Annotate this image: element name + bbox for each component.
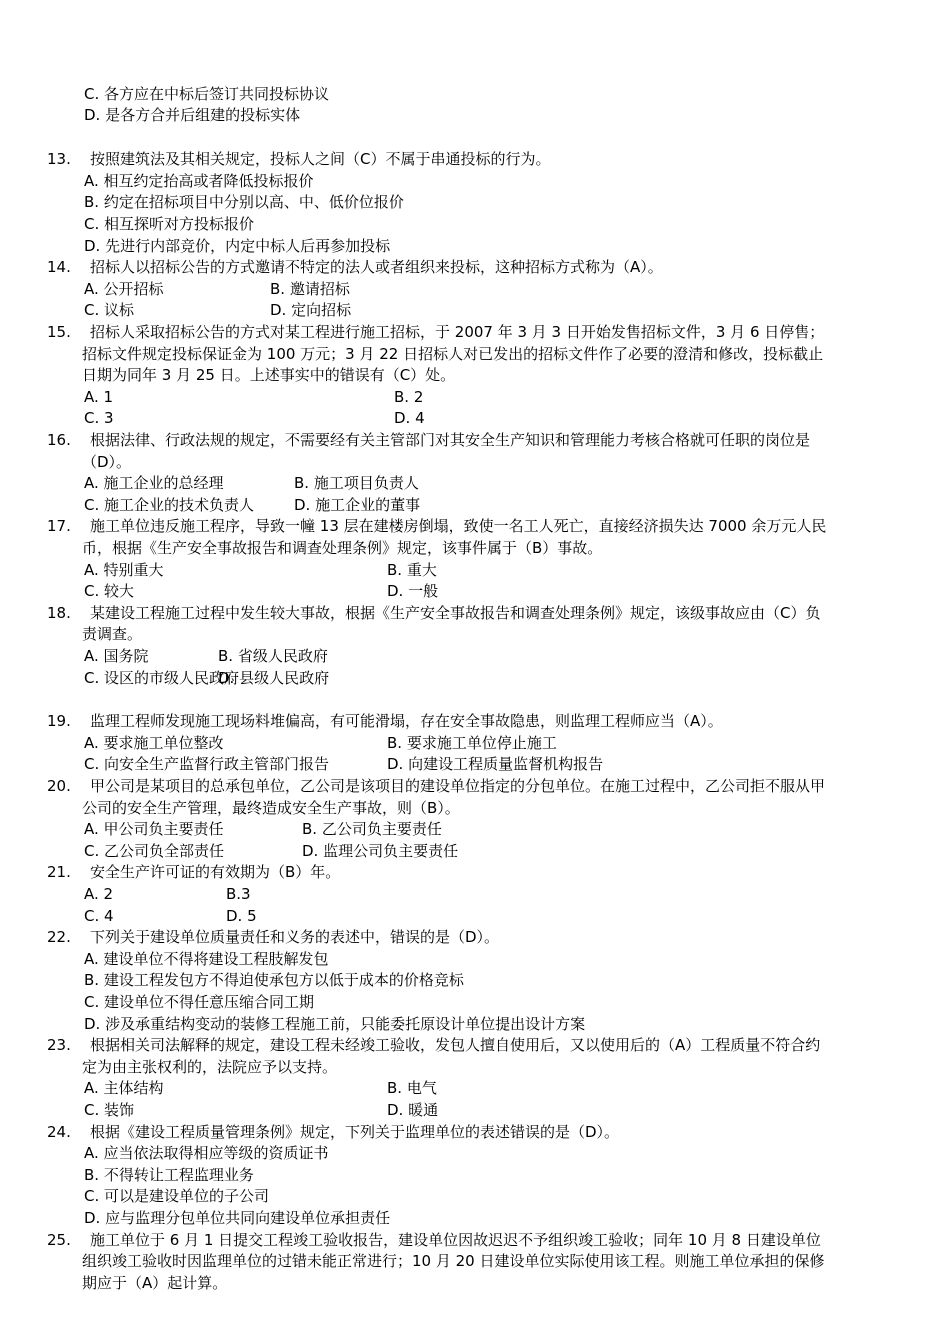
question-number: 13. — [47, 150, 71, 168]
question-number: 18. — [47, 604, 71, 622]
answer-option: B.3 — [226, 885, 251, 903]
question-number: 19. — [47, 712, 71, 730]
answer-option: B. 电气 — [387, 1079, 437, 1097]
question-text: 按照建筑法及其相关规定，投标人之间（C）不属于串通投标的行为。 — [90, 150, 551, 168]
answer-option: A. 特别重大 — [84, 561, 164, 579]
question-number: 15. — [47, 323, 71, 341]
question-text: 日期为同年 3 月 25 日。上述事实中的错误有（C）处。 — [82, 366, 456, 384]
question-number: 23. — [47, 1036, 71, 1054]
answer-option: A. 甲公司负主要责任 — [84, 820, 224, 838]
question-text: 根据法律、行政法规的规定，不需要经有关主管部门对其安全生产知识和管理能力考核合格就可任职的岗位是 — [90, 431, 811, 449]
answer-option: D. 先进行内部竞价，内定中标人后再参加投标 — [84, 237, 391, 255]
answer-option: B. 建设工程发包方不得迫使承包方以低于成本的价格竞标 — [84, 971, 464, 989]
question-text: 组织竣工验收时因监理单位的过错未能正常进行；10 月 20 日建设单位实际使用该工程。则施工单位承担的保修 — [82, 1252, 825, 1270]
answer-option: D. 监理公司负主要责任 — [302, 842, 459, 860]
answer-option: B. 乙公司负主要责任 — [302, 820, 442, 838]
question-text: （D）。 — [82, 453, 132, 471]
question-text: 招标文件规定投标保证金为 100 万元；3 月 22 日招标人对已发出的招标文件作了必要的澄清和修改，投标截止 — [82, 345, 824, 363]
question-number: 21. — [47, 863, 71, 881]
answer-option: B. 邀请招标 — [270, 280, 350, 298]
answer-option: C. 建设单位不得任意压缩合同工期 — [84, 993, 315, 1011]
answer-option: C. 议标 — [84, 301, 135, 319]
answer-option: C. 4 — [84, 907, 114, 925]
answer-option: B. 省级人民政府 — [218, 647, 328, 665]
answer-option: C. 相互探听对方投标报价 — [84, 215, 255, 233]
answer-option: B. 约定在招标项目中分别以高、中、低价位报价 — [84, 193, 404, 211]
answer-option: B. 不得转让工程监理业务 — [84, 1166, 254, 1184]
question-text: 安全生产许可证的有效期为（B）年。 — [90, 863, 341, 881]
answer-option: D. 施工企业的董事 — [294, 496, 421, 514]
answer-option: A. 公开招标 — [84, 280, 164, 298]
answer-option: D. 暖通 — [387, 1101, 439, 1119]
answer-option: D. 涉及承重结构变动的装修工程施工前，只能委托原设计单位提出设计方案 — [84, 1015, 586, 1033]
question-text: 某建设工程施工过程中发生较大事故，根据《生产安全事故报告和调查处理条例》规定，该级事故应由（C）负 — [90, 604, 821, 622]
option-d: D. 是各方合并后组建的投标实体 — [84, 106, 301, 124]
option-c: C. 各方应在中标后签订共同投标协议 — [84, 85, 330, 103]
answer-option: D. 一般 — [387, 582, 439, 600]
question-number: 24. — [47, 1123, 71, 1141]
answer-option: C. 施工企业的技术负责人 — [84, 496, 255, 514]
answer-option: A. 要求施工单位整改 — [84, 734, 224, 752]
answer-option: C. 乙公司负全部责任 — [84, 842, 225, 860]
answer-option: C. 可以是建设单位的子公司 — [84, 1187, 270, 1205]
answer-option: C. 设区的市级人民政府 — [84, 669, 240, 687]
question-number: 14. — [47, 258, 71, 276]
question-text: 招标人以招标公告的方式邀请不特定的法人或者组织来投标，这种招标方式称为（A）。 — [90, 258, 663, 276]
question-text: 期应于（A）起计算。 — [82, 1274, 228, 1292]
question-number: 16. — [47, 431, 71, 449]
answer-option: B. 2 — [394, 388, 424, 406]
answer-option: A. 2 — [84, 885, 114, 903]
question-text: 招标人采取招标公告的方式对某工程进行施工招标，于 2007 年 3 月 3 日开始发售招标文件，3 月 6 日停售； — [90, 323, 825, 341]
answer-option: A. 国务院 — [84, 647, 149, 665]
question-text: 根据相关司法解释的规定，建设工程未经竣工验收，发包人擅自使用后，又以使用后的（A）工程质量不符合约 — [90, 1036, 821, 1054]
answer-option: A. 施工企业的总经理 — [84, 474, 224, 492]
question-text: 监理工程师发现施工现场料堆偏高，有可能滑塌，存在安全事故隐患，则监理工程师应当（A）。 — [90, 712, 723, 730]
question-text: 甲公司是某项目的总承包单位，乙公司是该项目的建设单位指定的分包单位。在施工过程中，乙公司拒不服从甲 — [90, 777, 826, 795]
question-text: 根据《建设工程质量管理条例》规定，下列关于监理单位的表述错误的是（D）。 — [90, 1123, 620, 1141]
answer-option: B. 施工项目负责人 — [294, 474, 419, 492]
answer-option: A. 应当依法取得相应等级的资质证书 — [84, 1144, 329, 1162]
answer-option: C. 较大 — [84, 582, 135, 600]
question-text: 定为由主张权利的，法院应予以支持。 — [82, 1058, 338, 1076]
question-text: 币，根据《生产安全事故报告和调查处理条例》规定，该事件属于（B）事故。 — [82, 539, 603, 557]
answer-option: A. 建设单位不得将建设工程肢解发包 — [84, 950, 329, 968]
answer-option: D. 应与监理分包单位共同向建设单位承担责任 — [84, 1209, 391, 1227]
question-text: 施工单位于 6 月 1 日提交工程竣工验收报告，建设单位因故迟迟不予组织竣工验收；同年 10 月 8 日建设单位 — [90, 1231, 821, 1249]
question-text: 施工单位违反施工程序，导致一幢 13 层在建楼房倒塌，致使一名工人死亡，直接经济损失达 7000 余万元人民 — [90, 517, 827, 535]
answer-option: D. 5 — [226, 907, 257, 925]
question-text: 下列关于建设单位质量责任和义务的表述中，错误的是（D）。 — [90, 928, 500, 946]
answer-option: C. 3 — [84, 409, 114, 427]
answer-option: A. 相互约定抬高或者降低投标报价 — [84, 172, 314, 190]
answer-option: D. 县级人民政府 — [218, 669, 330, 687]
answer-option: C. 向安全生产监督行政主管部门报告 — [84, 755, 330, 773]
answer-option: C. 装饰 — [84, 1101, 135, 1119]
answer-option: B. 要求施工单位停止施工 — [387, 734, 557, 752]
question-number: 20. — [47, 777, 71, 795]
question-number: 17. — [47, 517, 71, 535]
answer-option: D. 向建设工程质量监督机构报告 — [387, 755, 604, 773]
answer-option: B. 重大 — [387, 561, 437, 579]
question-number: 25. — [47, 1231, 71, 1249]
answer-option: D. 定向招标 — [270, 301, 352, 319]
answer-option: A. 1 — [84, 388, 114, 406]
question-number: 22. — [47, 928, 71, 946]
answer-option: D. 4 — [394, 409, 425, 427]
question-text: 公司的安全生产管理，最终造成安全生产事故，则（B）。 — [82, 799, 460, 817]
answer-option: A. 主体结构 — [84, 1079, 164, 1097]
question-text: 责调查。 — [82, 625, 143, 643]
